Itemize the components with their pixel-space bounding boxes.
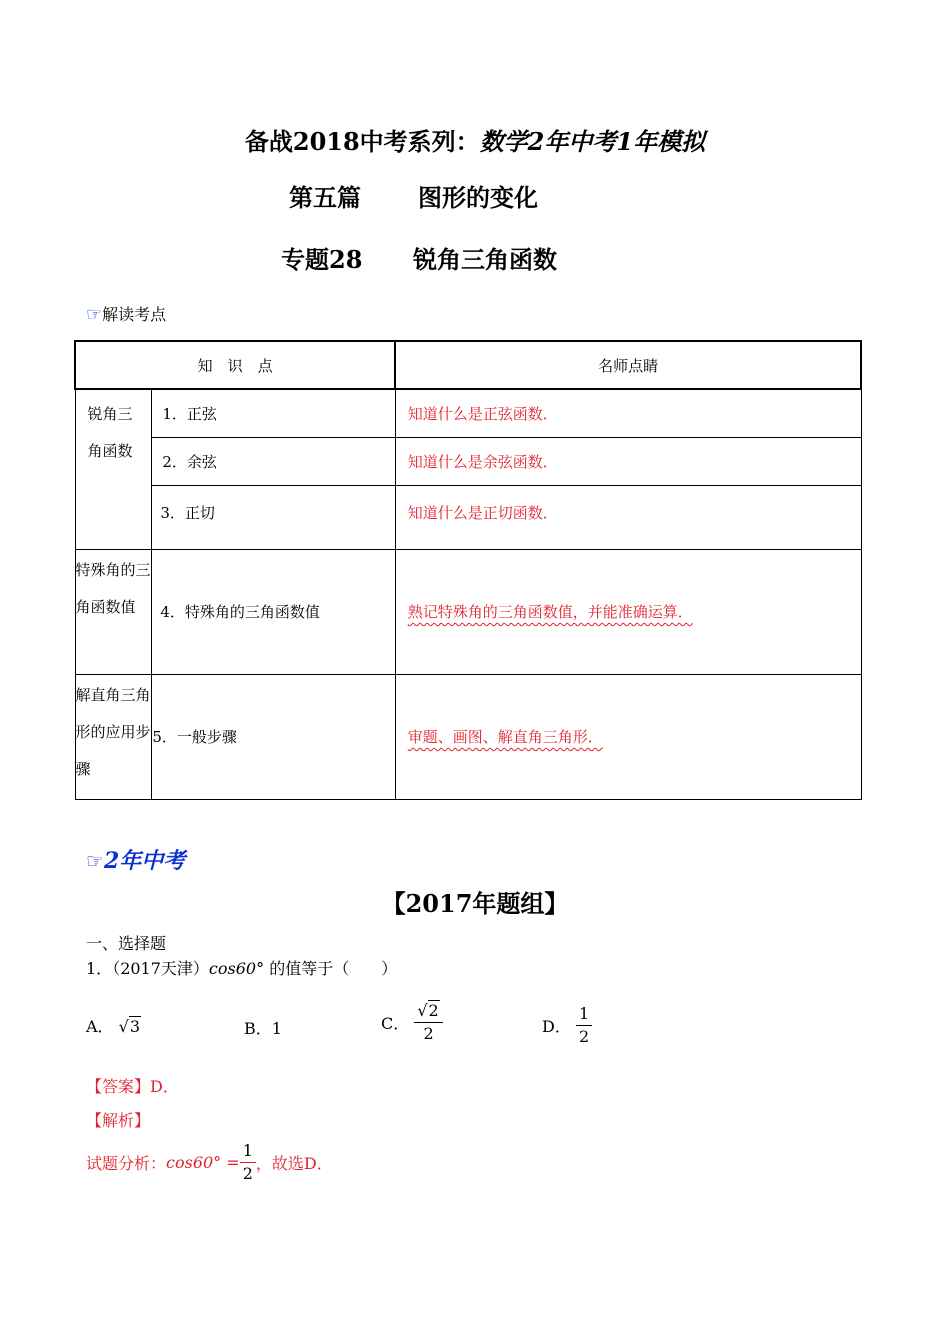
table-row [75, 485, 861, 549]
item-cell: 5．一般步骤 [152, 674, 395, 799]
exam-section-heading [86, 844, 185, 875]
option-c[interactable]: C． $\frac{√2}{2}$ [381, 1000, 443, 1045]
table-row [75, 674, 861, 799]
exam-section-label: 2年中考 [103, 848, 186, 874]
item-cell: 2．余弦 [152, 437, 395, 485]
note-cell: 熟记特殊角的三角函数值，并能准确运算． [395, 549, 861, 674]
col-knowledge-header: 知 识 点 [75, 341, 395, 389]
document-title [0, 122, 950, 157]
item-cell: 1．正弦 [152, 389, 395, 437]
group-cell: 解直角三角形的应用步骤 [75, 674, 152, 799]
topic-name: 锐角三角函数 [413, 245, 557, 274]
col-tips-header: 名师点睛 [395, 341, 861, 389]
knowledge-table [74, 340, 862, 800]
table-row [75, 389, 861, 437]
part-name: 图形的变化 [418, 183, 538, 212]
group-cell: 特殊角的三角函数值 [75, 549, 152, 674]
option-b[interactable]: B．1 [244, 1019, 282, 1038]
analysis-label: 【解析】 [86, 1111, 151, 1130]
note-cell: 知道什么是正切函数． [395, 485, 861, 549]
title-part2: 数学2年中考1年模拟 [479, 127, 706, 156]
item-cell: 3．正切 [152, 485, 395, 549]
reading-heading [86, 302, 166, 325]
pointing-hand-icon: ☞ [86, 849, 104, 873]
note-cell: 审题、画图、解直角三角形． [395, 674, 861, 799]
group-title: 【2017年题组】 [381, 889, 569, 918]
table-row [75, 549, 861, 674]
group-cell: 锐角三角函数 [75, 389, 152, 549]
answer-line: 【答案】D． [86, 1077, 179, 1096]
item-cell: 4．特殊角的三角函数值 [152, 549, 395, 674]
question-section-label: 一、选择题 [86, 934, 167, 953]
fraction: $\frac{√2}{2}$ [414, 1000, 442, 1045]
option-a[interactable]: A． √3 [86, 1017, 141, 1036]
table-row [75, 437, 861, 485]
note-cell: 知道什么是正弦函数． [395, 389, 861, 437]
part-label: 第五篇 [289, 183, 361, 212]
note-cell: 知道什么是余弦函数． [395, 437, 861, 485]
option-d[interactable]: D． $\frac{1}{2}$ [542, 1003, 592, 1048]
topic-label: 专题28 [281, 245, 363, 274]
sqrt-symbol: √3 [118, 1017, 141, 1036]
analysis-line: 试题分析：cos60° = $\frac{1}{2}$ ，故选D． [86, 1141, 333, 1183]
fraction: $\frac{1}{2}$ [576, 1003, 592, 1048]
table-header-row [75, 341, 861, 389]
reading-label: 解读考点 [102, 305, 167, 324]
fraction: $\frac{1}{2}$ [240, 1140, 256, 1185]
title-part1: 备战2018中考系列： [244, 127, 480, 156]
pointing-hand-icon: ☞ [86, 304, 103, 325]
question-stem: 1．（2017天津）cos60° 的值等于（ ） [86, 959, 398, 978]
